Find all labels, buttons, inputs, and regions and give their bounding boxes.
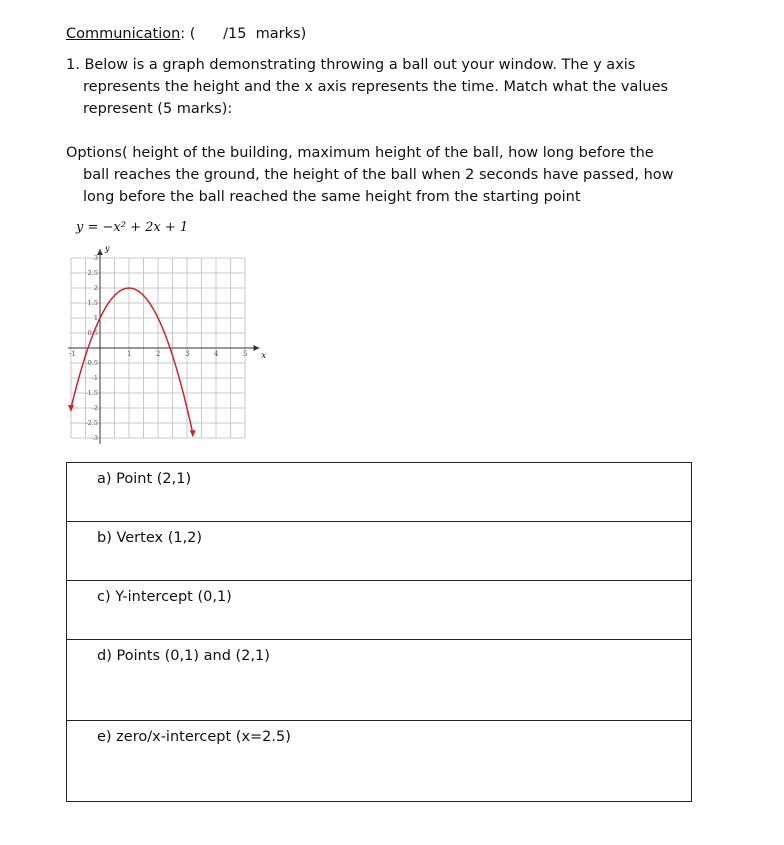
y-tick-label: -2.5	[85, 419, 98, 427]
y-tick-label: 3	[93, 254, 98, 262]
answer-row-a[interactable]	[67, 463, 691, 522]
y-tick-label: 1	[93, 314, 98, 322]
options-line: Options( height of the building, maximum height of the ball, how long before the	[66, 145, 654, 161]
curve-arrow-icon	[190, 430, 196, 437]
answer-label: c) Y-intercept (0,1)	[97, 589, 232, 605]
y-tick-label: -1	[91, 374, 98, 382]
question-line: 1. Below is a graph demonstrating throwing a ball out your window. The y axis	[66, 57, 636, 73]
y-tick-label: 2	[93, 284, 98, 292]
x-axis-arrow-icon	[254, 345, 260, 351]
y-tick-label: -0.5	[85, 359, 98, 367]
y-tick-label: 2.5	[87, 269, 98, 277]
marks-label: : ( /15 marks)	[180, 26, 307, 42]
question-line: represent (5 marks):	[83, 101, 233, 117]
y-axis-label: y	[105, 244, 110, 253]
y-tick-label: -2	[91, 404, 98, 412]
answer-label: d) Points (0,1) and (2,1)	[97, 648, 270, 664]
options-line: ball reaches the ground, the height of the ball when 2 seconds have passed, how	[83, 167, 674, 183]
y-tick-label: -1.5	[85, 389, 98, 397]
x-tick-label: 5	[243, 350, 248, 358]
parabola-graph	[0, 0, 300, 460]
answers-table	[66, 462, 692, 802]
answer-label: e) zero/x-intercept (x=2.5)	[97, 729, 291, 745]
x-tick-label: 3	[185, 350, 190, 358]
question-line: represents the height and the x axis represents the time. Match what the values	[83, 79, 669, 95]
answer-row-e[interactable]	[67, 721, 691, 802]
options-line: long before the ball reached the same height from the starting point	[83, 189, 581, 205]
y-tick-label: 1.5	[87, 299, 98, 307]
answer-label: a) Point (2,1)	[97, 471, 192, 487]
answer-row-c[interactable]	[67, 581, 691, 640]
x-axis-label: x	[261, 351, 267, 360]
answer-label: b) Vertex (1,2)	[97, 530, 203, 546]
x-tick-label: 4	[214, 350, 219, 358]
answer-row-d[interactable]	[67, 640, 691, 721]
graph-equation: y = −x² + 2x + 1	[76, 220, 189, 235]
y-tick-label: 0.5	[87, 329, 98, 337]
answer-row-b[interactable]	[67, 522, 691, 581]
x-tick-label: 2	[156, 350, 161, 358]
section-title: Communication	[66, 26, 181, 42]
x-tick-label: 1	[127, 350, 132, 358]
x-tick-label: -1	[69, 350, 76, 358]
y-tick-label: -3	[91, 434, 98, 442]
